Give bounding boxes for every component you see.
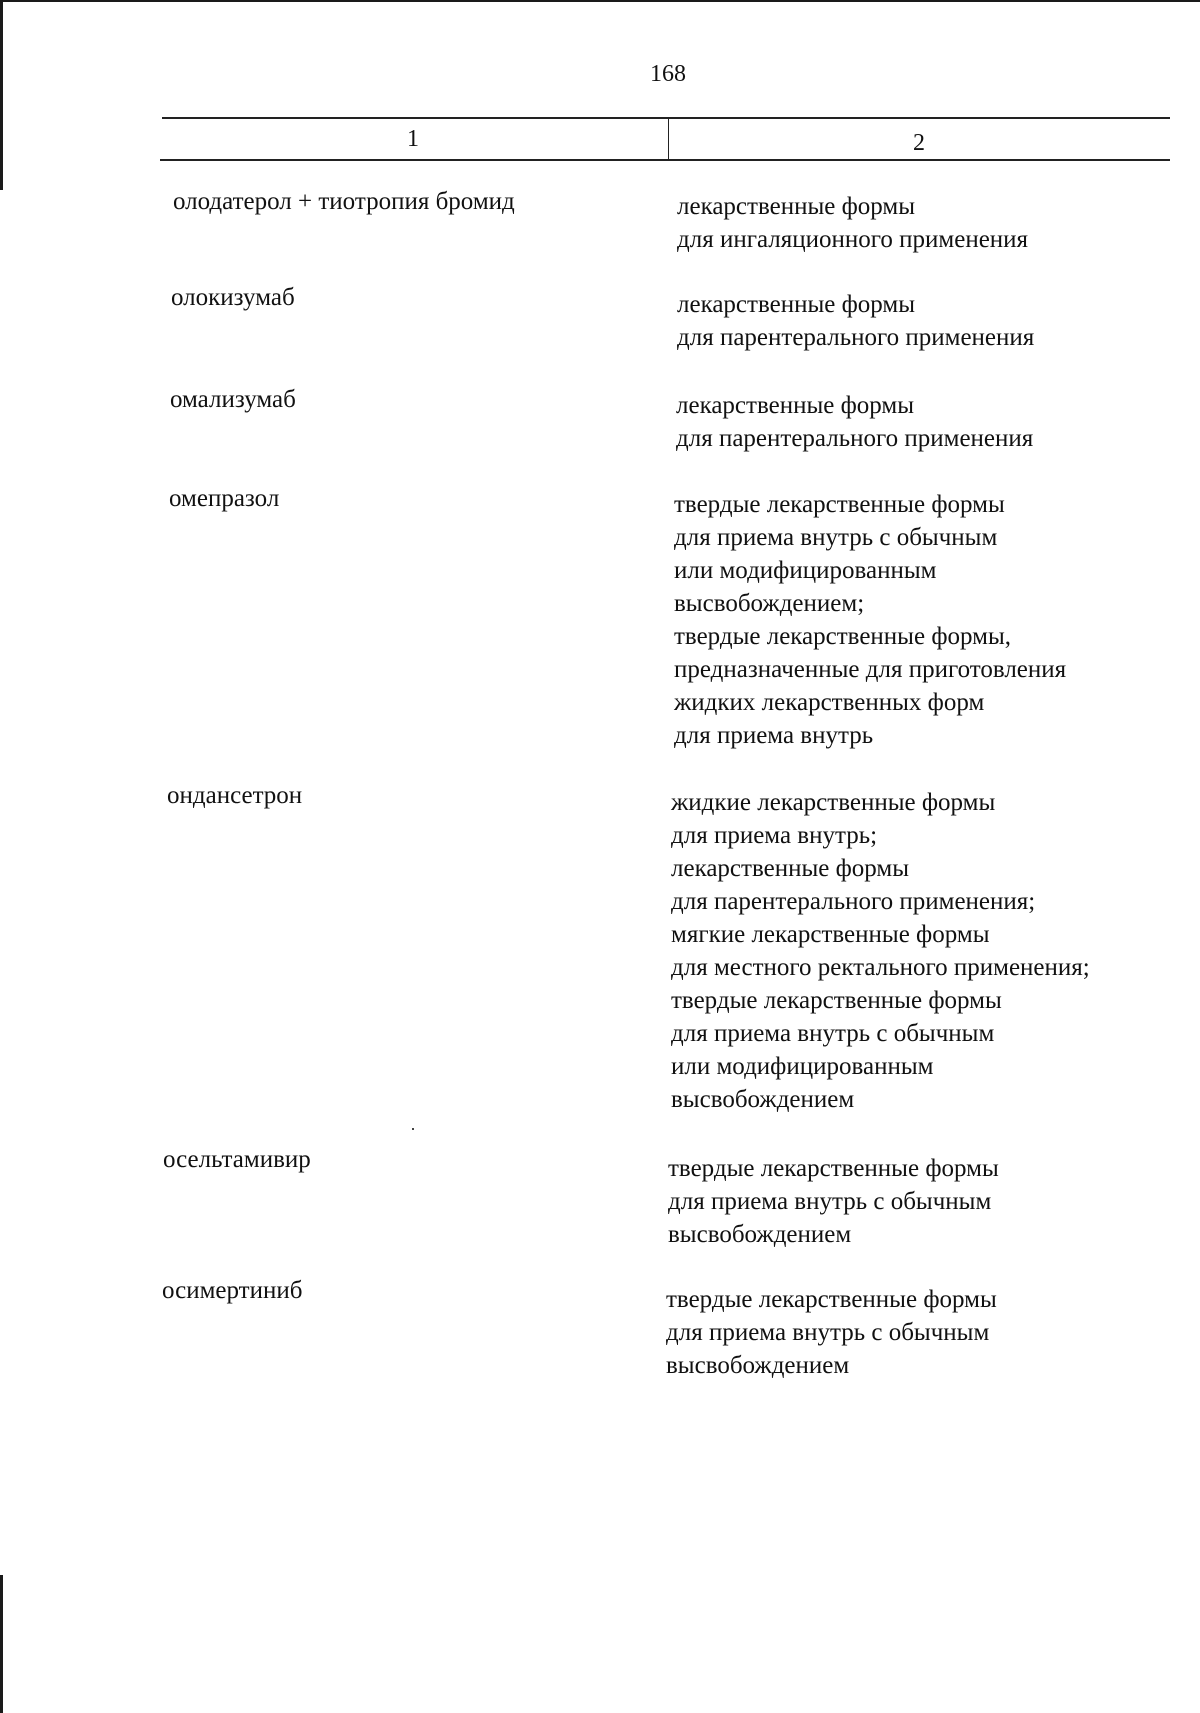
dosage-form-line: для местного ректального применения; bbox=[671, 954, 1090, 981]
dosage-form-line: твердые лекарственные формы bbox=[674, 491, 1005, 518]
page-number: 168 bbox=[650, 61, 686, 87]
dosage-form-line: высвобождением bbox=[666, 1352, 850, 1379]
dosage-form-line: для приема внутрь; bbox=[671, 822, 878, 849]
dosage-forms bbox=[677, 190, 1028, 256]
dosage-forms bbox=[677, 288, 1034, 354]
dosage-form-line: для парентерального применения bbox=[676, 425, 1034, 452]
dosage-form-line: мягкие лекарственные формы bbox=[671, 921, 990, 948]
dosage-form-line: высвобождением; bbox=[674, 590, 865, 617]
dosage-form-line: для приема внутрь с обычным bbox=[674, 524, 998, 551]
dosage-forms bbox=[674, 488, 1066, 752]
dosage-form-line: лекарственные формы bbox=[677, 291, 916, 318]
table-header-column-divider bbox=[668, 119, 669, 159]
dosage-form-line: предназначенные для приготовления bbox=[674, 656, 1067, 683]
dosage-form-line: жидкие лекарственные формы bbox=[671, 789, 996, 816]
dosage-form-line: твердые лекарственные формы bbox=[671, 987, 1002, 1014]
dosage-form-line: лекарственные формы bbox=[671, 855, 910, 882]
dosage-forms bbox=[668, 1152, 999, 1251]
dosage-forms bbox=[671, 786, 1090, 1116]
dosage-form-line: высвобождением bbox=[671, 1086, 855, 1113]
dosage-form-line: для приема внутрь с обычным bbox=[666, 1319, 990, 1346]
column-header-2: 2 bbox=[913, 130, 925, 156]
drug-name: осимертиниб bbox=[162, 1277, 303, 1304]
drug-name: ондансетрон bbox=[167, 782, 303, 809]
dosage-form-line: жидких лекарственных форм bbox=[674, 689, 985, 716]
dosage-form-line: твердые лекарственные формы, bbox=[674, 623, 1012, 650]
table-header-bottom-rule bbox=[160, 159, 1170, 161]
dosage-form-line: или модифицированным bbox=[674, 557, 937, 584]
scan-edge-left-upper bbox=[0, 0, 3, 190]
dosage-form-line: для парентерального применения bbox=[677, 324, 1035, 351]
dosage-form-line: или модифицированным bbox=[671, 1053, 934, 1080]
scan-edge-left-lower bbox=[0, 1575, 3, 1713]
drug-name: олодатерол + тиотропия бромид bbox=[173, 188, 515, 215]
dosage-form-line: для приема внутрь с обычным bbox=[671, 1020, 995, 1047]
scan-speck bbox=[412, 1128, 414, 1130]
dosage-form-line: твердые лекарственные формы bbox=[668, 1155, 999, 1182]
dosage-form-line: для приема внутрь bbox=[674, 722, 874, 749]
dosage-form-line: твердые лекарственные формы bbox=[666, 1286, 997, 1313]
column-header-1: 1 bbox=[407, 126, 419, 152]
dosage-forms bbox=[676, 389, 1033, 455]
dosage-forms bbox=[666, 1283, 997, 1382]
dosage-form-line: для ингаляционного применения bbox=[677, 226, 1029, 253]
drug-name: омализумаб bbox=[170, 386, 296, 413]
scan-edge-top bbox=[0, 0, 1200, 2]
dosage-form-line: лекарственные формы bbox=[677, 193, 916, 220]
drug-name: омепразол bbox=[169, 485, 280, 512]
table-header-top-rule bbox=[162, 117, 1170, 119]
dosage-form-line: высвобождением bbox=[668, 1221, 852, 1248]
dosage-form-line: для приема внутрь с обычным bbox=[668, 1188, 992, 1215]
dosage-form-line: для парентерального применения; bbox=[671, 888, 1036, 915]
dosage-form-line: лекарственные формы bbox=[676, 392, 915, 419]
drug-name: олокизумаб bbox=[171, 284, 295, 311]
drug-name: осельтамивир bbox=[163, 1146, 311, 1173]
